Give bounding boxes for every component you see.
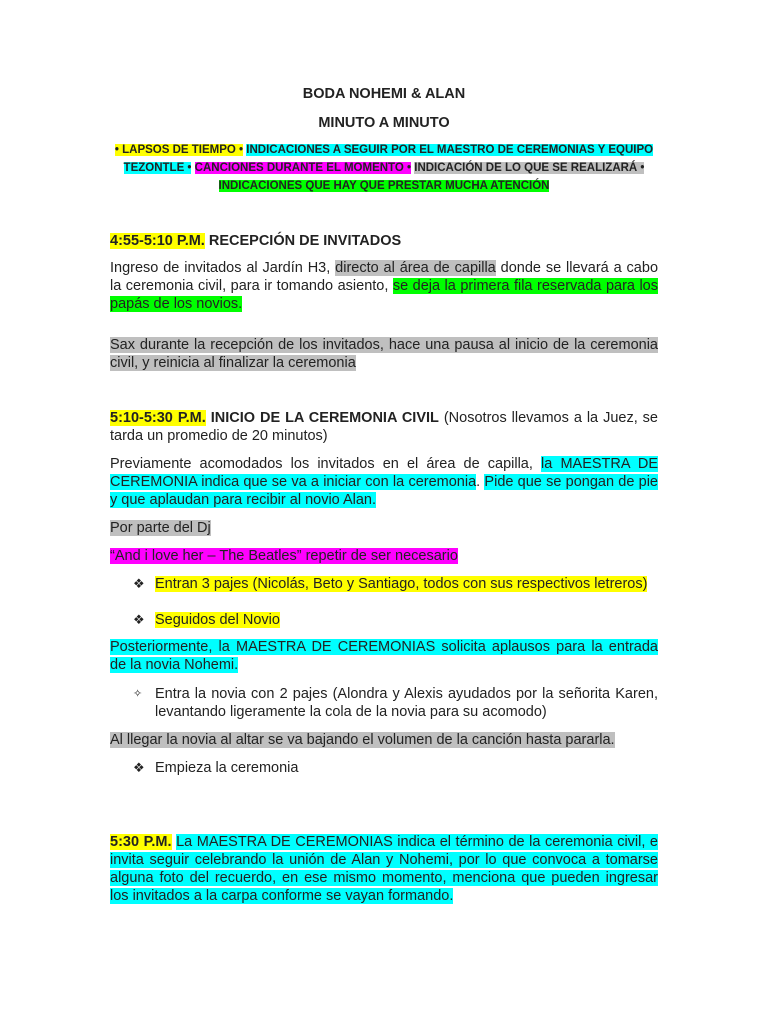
highlight-gray: Al llegar la novia al altar se va bajando el volumen de la canción hasta pararla.: [110, 732, 615, 748]
list-item: [133, 759, 658, 777]
star-bullet-icon: ✧: [133, 688, 143, 700]
list-item: [133, 611, 658, 629]
diamond-bullet-icon: ❖: [133, 760, 145, 775]
legend-realizara: INDICACIÓN DE LO QUE SE REALIZARÁ •: [414, 162, 645, 174]
highlight-green: se deja la primera fila reservada para los papás de los novios.: [110, 278, 658, 312]
highlight-cyan: Posteriormente, la MAESTRA DE CEREMONIAS solicita aplausos para la entrada de la novia Nohemi.: [110, 639, 658, 673]
color-legend: [104, 141, 664, 195]
section-heading-recepcion: [110, 232, 658, 250]
highlight-cyan: La MAESTRA DE CEREMONIAS indica el término de la ceremonia civil, e invita seguir celebrando la unión de Alan y Nohemi, por lo que convoca a tomarse alguna foto del recuerdo, en ese mismo momento, menciona que pueden ingresar los invitados a la carpa conforme se vayan formando.: [110, 834, 658, 904]
highlight-gray: Por parte del Dj: [110, 520, 211, 536]
highlight-gray: directo al área de capilla: [335, 260, 496, 276]
list-item: [133, 685, 658, 721]
time-stamp: 5:10-5:30 P.M.: [110, 410, 206, 426]
text-run: .: [476, 474, 485, 490]
highlight-yellow: Entran 3 pajes (Nicolás, Beto y Santiago, todos con sus respectivos letreros): [155, 576, 648, 592]
text-run: Ingreso de invitados al Jardín H3,: [110, 260, 336, 276]
paragraph-ingreso: [110, 259, 658, 313]
highlight-cyan: la MAESTRA DE CEREMONIA indica que se va a iniciar con la ceremonia: [110, 456, 659, 490]
list-item-text: Entra la novia con 2 pajes (Alondra y Alexis ayudados por la señorita Karen, levantando ligeramente la cola de la novia para su acomodo): [155, 686, 658, 720]
legend-indicaciones-cont: TEZONTLE •: [123, 162, 192, 174]
diamond-bullet-icon: ❖: [133, 576, 145, 591]
legend-canciones: CANCIONES DURANTE EL MOMENTO •: [194, 162, 412, 174]
highlight-yellow: Seguidos del Novio: [155, 612, 280, 628]
legend-lapsos: • LAPSOS DE TIEMPO •: [114, 144, 244, 156]
highlight-cyan: Pide que se pongan de pie y que aplaudan para recibir al novio Alan.: [110, 474, 658, 508]
highlight-gray: Sax durante la recepción de los invitados, hace una pausa al inicio de la ceremonia civil, y reinicia al finalizar la ceremonia: [110, 337, 658, 371]
text-run: donde se llevará a cabo la ceremonia civil, para ir tomando asiento,: [110, 260, 659, 294]
legend-indicaciones: INDICACIONES A SEGUIR POR EL MAESTRO DE CEREMONIAS Y EQUIPO: [246, 144, 654, 156]
list-item: [133, 575, 658, 593]
paragraph-volumen: [110, 731, 658, 749]
paragraph-sax: [110, 336, 658, 372]
paragraph-termino: [110, 833, 658, 905]
highlight-magenta: “And i love her – The Beatles” repetir de ser necesario: [110, 548, 458, 564]
paragraph-posteriormente: [110, 638, 658, 674]
section-title: INICIO DE LA CEREMONIA CIVIL: [205, 410, 439, 426]
list-item-text: Empieza la ceremonia: [155, 760, 299, 776]
section-title: RECEPCIÓN DE INVITADOS: [204, 233, 402, 249]
text-run: Previamente acomodados los invitados en el área de capilla,: [110, 456, 542, 472]
diamond-bullet-icon: ❖: [133, 612, 145, 627]
time-stamp: 4:55-5:10 P.M.: [110, 233, 205, 249]
legend-atencion: INDICACIONES QUE HAY QUE PRESTAR MUCHA ATENCIÓN: [218, 180, 550, 192]
section-heading-ceremonia: [110, 409, 658, 445]
document-title: BODA NOHEMI & ALAN: [302, 86, 466, 102]
section-note: (Nosotros llevamos a la Juez, se tarda un promedio de 20 minutos): [110, 410, 658, 444]
paragraph-dj: [110, 519, 658, 537]
paragraph-song: [110, 547, 658, 565]
document-subtitle: MINUTO A MINUTO: [318, 115, 450, 131]
time-stamp: 5:30 P.M.: [110, 834, 172, 850]
paragraph-acomodados: [110, 455, 658, 509]
